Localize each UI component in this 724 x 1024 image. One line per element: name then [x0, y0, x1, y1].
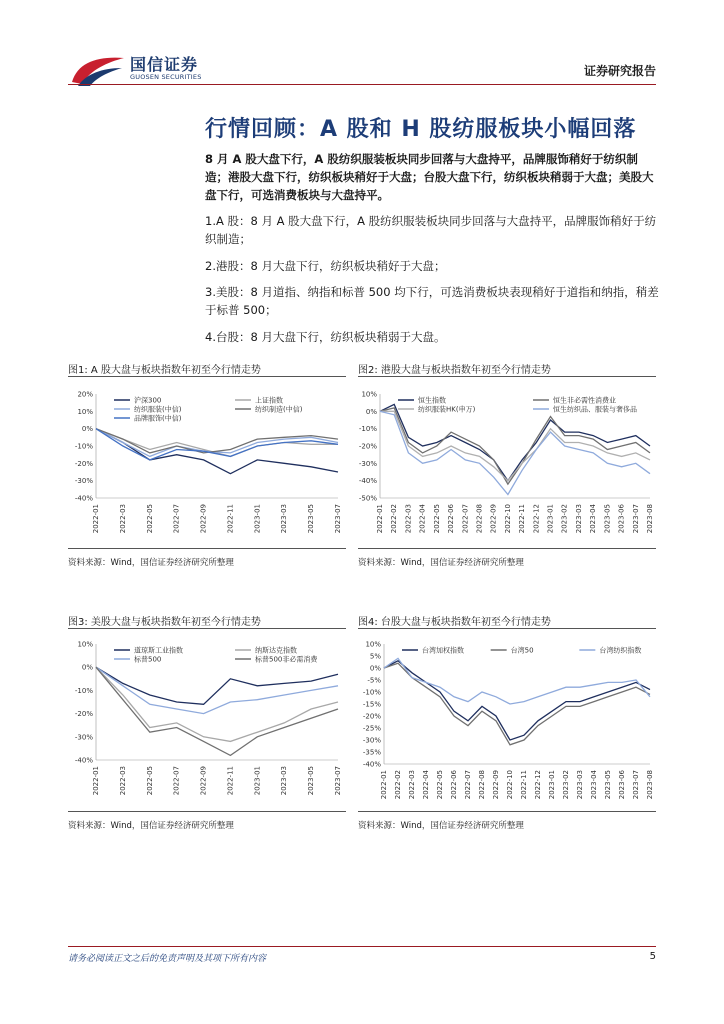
x-tick-label: 2023-05	[307, 504, 316, 534]
header-divider	[68, 84, 656, 85]
x-tick-label: 2023-01	[253, 504, 262, 534]
figure-4-title: 图4: 台股大盘与板块指数年初至今行情走势	[358, 617, 551, 628]
x-tick-label: 2022-05	[436, 770, 444, 800]
y-tick-label: 10%	[365, 640, 381, 649]
x-tick-label: 2023-07	[334, 766, 342, 796]
x-tick-label: 2023-03	[280, 504, 289, 534]
x-tick-label: 2023-03	[280, 766, 289, 796]
y-tick-label: -30%	[362, 736, 381, 745]
legend-label: 纺织服装HK(申万)	[418, 405, 476, 414]
y-tick-label: 0%	[81, 663, 93, 672]
logo-text-en: GUOSEN SECURITIES	[130, 73, 202, 81]
x-tick-label: 2022-03	[408, 770, 416, 800]
y-tick-label: 5%	[369, 652, 381, 661]
x-tick-label: 2022-02	[394, 770, 402, 800]
x-tick-label: 2023-08	[646, 770, 654, 800]
figure-3-title: 图3: 美股大盘与板块指数年初至今行情走势	[68, 617, 261, 628]
figure-1-chart	[68, 380, 346, 545]
report-type-label: 证券研究报告	[583, 64, 656, 78]
series-line-2	[96, 667, 338, 741]
x-tick-label: 2022-07	[172, 504, 181, 534]
x-tick-label: 2022-04	[422, 770, 430, 800]
section-title: 行情回顾：A 股和 H 股纺服板块小幅回落	[205, 117, 637, 142]
x-tick-label: 2023-03	[574, 504, 583, 534]
figure-3-bottom-rule	[68, 811, 346, 812]
x-tick-label: 2023-01	[546, 504, 555, 534]
page-header	[0, 0, 724, 90]
y-tick-label: -30%	[358, 459, 377, 468]
x-tick-label: 2022-01	[380, 770, 388, 800]
figure-1-bottom-rule	[68, 548, 346, 549]
x-tick-label: 2023-04	[589, 504, 598, 534]
figure-1-source: 资料来源：Wind，国信证券经济研究所整理	[68, 558, 234, 568]
paragraph-tw-share: 4.台股：8 月大盘下行，纺织板块稍弱于大盘。	[205, 330, 446, 344]
x-tick-label: 2022-05	[432, 504, 441, 534]
x-tick-label: 2023-07	[632, 770, 640, 800]
x-tick-label: 2022-11	[520, 770, 528, 800]
figure-4-chart	[358, 632, 656, 808]
figure-4-source: 资料来源：Wind，国信证券经济研究所整理	[358, 821, 524, 831]
y-tick-label: -35%	[362, 748, 381, 757]
y-tick-label: 10%	[361, 390, 377, 399]
figure-1-top-rule	[68, 376, 346, 377]
legend-label: 上证指数	[255, 396, 283, 405]
figure-2-chart	[358, 380, 656, 545]
y-tick-label: -10%	[74, 686, 93, 695]
y-tick-label: -30%	[74, 477, 93, 486]
series-line-1	[96, 667, 338, 704]
x-tick-label: 2022-12	[532, 504, 541, 534]
x-tick-label: 2023-01	[548, 770, 556, 800]
legend-label: 标普500非必需消费	[255, 655, 318, 664]
legend-label: 恒生纺织品、服装与奢侈品	[553, 405, 637, 414]
figure-2-top-rule	[358, 376, 656, 377]
legend-label: 台湾50	[510, 646, 534, 655]
y-tick-label: 10%	[77, 407, 93, 416]
figure-1-title: 图1: A 股大盘与板块指数年初至今行情走势	[68, 365, 261, 376]
legend-label: 恒生非必需性消费业	[553, 396, 616, 405]
x-tick-label: 2022-03	[404, 504, 413, 534]
x-tick-label: 2022-08	[475, 504, 484, 534]
legend-label: 恒生指数	[418, 396, 446, 405]
figure-3-chart	[68, 632, 346, 808]
y-tick-label: -40%	[74, 756, 93, 765]
x-tick-label: 2023-05	[307, 766, 316, 796]
y-tick-label: 0%	[365, 407, 377, 416]
x-tick-label: 2023-07	[334, 504, 342, 534]
y-tick-label: -25%	[362, 724, 381, 733]
series-line-1	[384, 661, 650, 740]
figure-4-bottom-rule	[358, 811, 656, 812]
x-tick-label: 2022-01	[376, 504, 384, 534]
y-tick-label: 10%	[77, 640, 93, 649]
legend-label: 标普500	[134, 655, 162, 664]
paragraph-a-share: 1.A 股：8 月 A 股大盘下行，A 股纺织服装板块同步回落与大盘持平，品牌服饰稍好于纺织制造；	[205, 214, 657, 246]
x-tick-label: 2022-09	[489, 504, 498, 534]
x-tick-label: 2022-11	[226, 766, 235, 796]
y-tick-label: -15%	[362, 700, 381, 709]
x-tick-label: 2023-07	[631, 504, 640, 534]
series-line-2	[384, 663, 650, 745]
x-tick-label: 2022-09	[492, 770, 500, 800]
x-tick-label: 2022-11	[518, 504, 527, 534]
guosen-logo-icon	[68, 52, 128, 88]
y-tick-label: -40%	[362, 760, 381, 769]
x-tick-label: 2023-05	[604, 770, 612, 800]
x-tick-label: 2022-06	[447, 504, 456, 534]
x-tick-label: 2023-02	[562, 770, 570, 800]
figure-2-title: 图2: 港股大盘与板块指数年初至今行情走势	[358, 365, 551, 376]
legend-label: 道琼斯工业指数	[134, 646, 183, 655]
x-tick-label: 2023-04	[590, 770, 598, 800]
x-tick-label: 2022-09	[199, 504, 208, 534]
legend-label: 沪深300	[134, 396, 162, 405]
series-line-1	[380, 404, 650, 480]
x-tick-label: 2022-02	[390, 504, 399, 534]
y-tick-label: 0%	[369, 664, 381, 673]
y-tick-label: -40%	[74, 494, 93, 503]
x-tick-label: 2023-08	[646, 504, 654, 534]
x-tick-label: 2022-03	[118, 504, 127, 534]
y-tick-label: -20%	[358, 442, 377, 451]
x-tick-label: 2022-10	[506, 770, 514, 800]
figure-2-source: 资料来源：Wind，国信证券经济研究所整理	[358, 558, 524, 568]
legend-label: 纳斯达克指数	[255, 646, 297, 655]
figure-4-top-rule	[358, 628, 656, 629]
x-tick-label: 2022-07	[464, 770, 472, 800]
x-tick-label: 2022-05	[145, 504, 154, 534]
legend-label: 纺织制造(中信)	[255, 405, 303, 414]
x-tick-label: 2022-01	[92, 766, 100, 796]
y-tick-label: -50%	[358, 494, 377, 503]
legend-label: 品牌服饰(中信)	[134, 414, 182, 423]
x-tick-label: 2022-08	[478, 770, 486, 800]
y-tick-label: -30%	[74, 733, 93, 742]
legend-label: 台湾加权指数	[422, 646, 464, 655]
series-line-3	[384, 658, 650, 704]
y-tick-label: -10%	[362, 688, 381, 697]
y-tick-label: -20%	[74, 710, 93, 719]
x-tick-label: 2022-04	[418, 504, 427, 534]
paragraph-hk-share: 2.港股：8 月大盘下行，纺织板块稍好于大盘；	[205, 259, 446, 273]
x-tick-label: 2022-07	[461, 504, 470, 534]
y-tick-label: -5%	[367, 676, 381, 685]
x-tick-label: 2022-09	[199, 766, 208, 796]
x-tick-label: 2023-02	[560, 504, 569, 534]
x-tick-label: 2023-03	[576, 770, 584, 800]
x-tick-label: 2022-03	[118, 766, 127, 796]
y-tick-label: -20%	[74, 459, 93, 468]
legend-label: 台湾纺织指数	[599, 646, 642, 655]
x-tick-label: 2022-05	[145, 766, 154, 796]
x-tick-label: 2023-06	[618, 770, 626, 800]
y-tick-label: 20%	[77, 390, 93, 399]
y-tick-label: -40%	[358, 477, 377, 486]
page-number: 5	[649, 951, 656, 962]
x-tick-label: 2022-06	[450, 770, 458, 800]
footer-divider	[68, 946, 656, 947]
y-tick-label: -10%	[74, 442, 93, 451]
figure-2-bottom-rule	[358, 548, 656, 549]
x-tick-label: 2022-10	[503, 504, 512, 534]
lead-paragraph: 8 月 A 股大盘下行，A 股纺织服装板块同步回落与大盘持平，品牌服饰稍好于纺织制造；港股大盘下行，纺织板块稍好于大盘；台股大盘下行，纺织板块稍弱于大盘；美股大盘下行，可选消费板块与大盘持平。	[205, 152, 654, 202]
legend-label: 纺织服装(中信)	[134, 405, 182, 414]
y-tick-label: 0%	[81, 425, 93, 434]
x-tick-label: 2022-12	[534, 770, 542, 800]
y-tick-label: -10%	[358, 425, 377, 434]
series-line-4	[96, 667, 338, 755]
x-tick-label: 2022-01	[92, 504, 100, 534]
x-tick-label: 2022-07	[172, 766, 181, 796]
logo-text-cn: 国信证券	[130, 55, 199, 74]
disclaimer-note: 请务必阅读正文之后的免责声明及其项下所有内容	[68, 954, 267, 964]
figure-3-top-rule	[68, 628, 346, 629]
x-tick-label: 2023-06	[617, 504, 626, 534]
y-tick-label: -20%	[362, 712, 381, 721]
x-tick-label: 2023-05	[603, 504, 612, 534]
x-tick-label: 2023-01	[253, 766, 262, 796]
paragraph-us-share: 3.美股：8 月道指、纳指和标普 500 均下行，可选消费板块表现稍好于道指和纳指，稍差于标普 500；	[205, 285, 659, 317]
x-tick-label: 2022-11	[226, 504, 235, 534]
figure-3-source: 资料来源：Wind，国信证券经济研究所整理	[68, 821, 234, 831]
